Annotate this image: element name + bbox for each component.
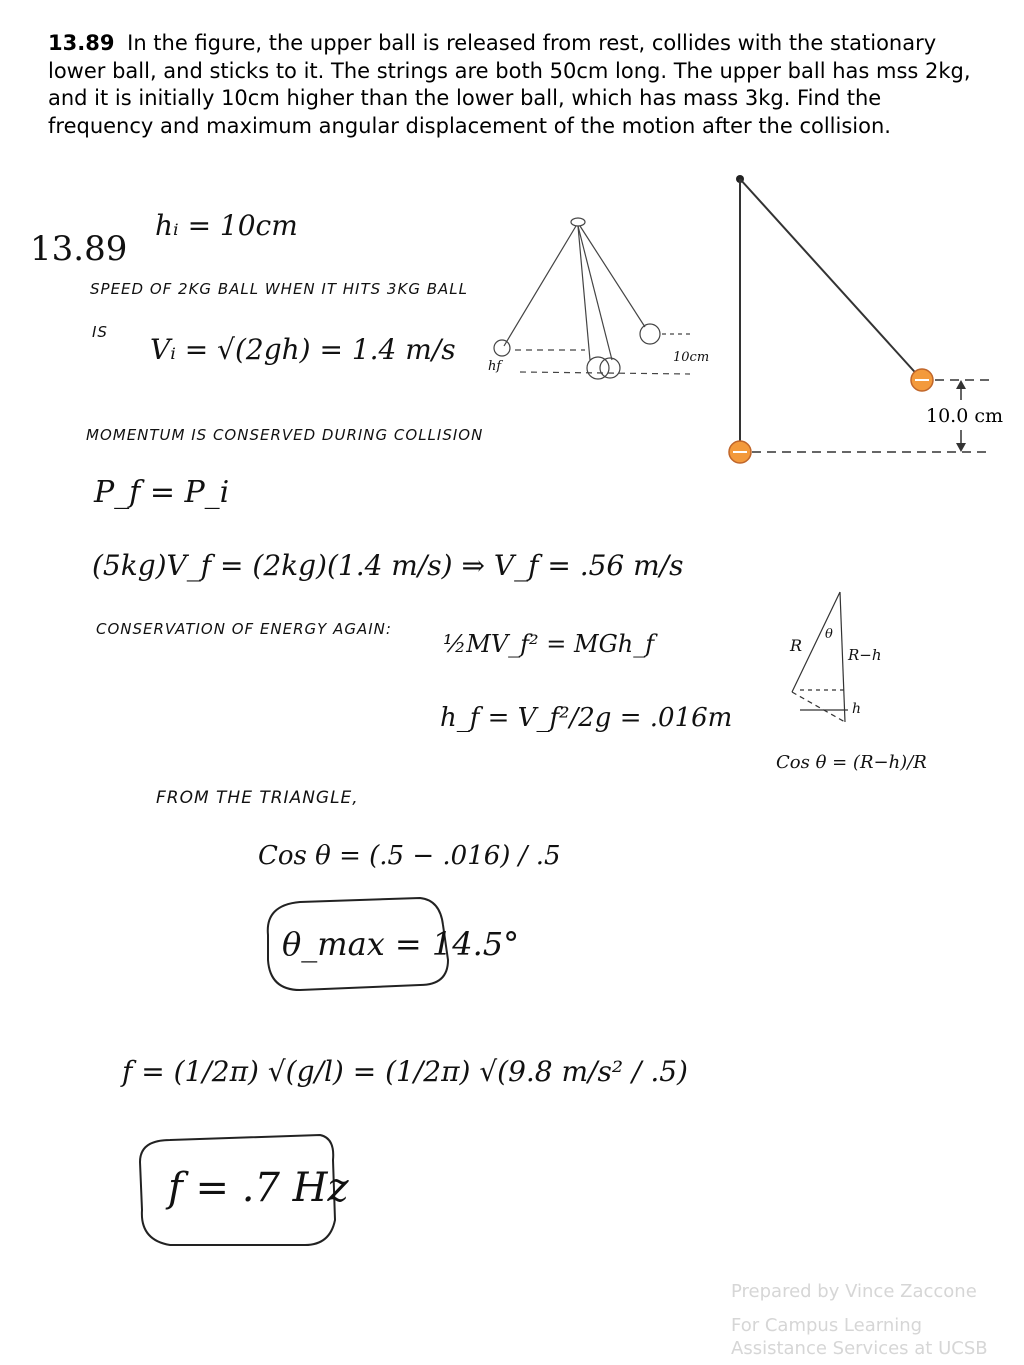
prepared-by: Prepared by Vince Zaccone <box>731 1281 977 1302</box>
sketch-height-label: 10cm <box>673 350 710 365</box>
vi-equation: Vᵢ = √(2gh) = 1.4 m/s <box>150 333 456 366</box>
sketch-swung-ball <box>494 340 510 356</box>
triangle-theta-label: θ <box>825 627 833 642</box>
triangle-sketch <box>792 592 848 722</box>
sketch-lower-ball-1 <box>587 357 609 379</box>
solution-problem-number: 13.89 <box>30 229 128 269</box>
energy-statement: CONSERVATION OF ENERGY AGAIN: <box>96 620 392 638</box>
hf-equation: h_f = V_f²/2g = .016m <box>440 703 733 733</box>
sketch-upper-ball <box>640 324 660 344</box>
sketch-lower-ball-2 <box>600 358 620 378</box>
sketch-pivot <box>571 218 585 226</box>
energy-equation: ½MV_f² = MGh_f <box>443 630 655 658</box>
speed-statement: SPEED OF 2KG BALL WHEN IT HITS 3KG BALL <box>90 280 468 298</box>
figure-height-label: 10.0 cm <box>926 405 1004 427</box>
theta-max-result: θ_max = 14.5° <box>282 925 520 963</box>
hand-sketch <box>494 218 690 379</box>
is-word: IS <box>92 323 108 341</box>
frequency-result: f = .7 Hz <box>168 1165 349 1211</box>
momentum-statement: MOMENTUM IS CONSERVED DURING COLLISION <box>86 426 484 444</box>
dim-arrow-up <box>956 380 966 389</box>
cos-equation: Cos θ = (.5 − .016) / .5 <box>258 841 561 871</box>
problem-text: In the figure, the upper ball is released from rest, collides with the stationary lower ball, and sticks to it. The strings are both 50cm long. The upper ball has mss 2kg, and it is initially 10cm higher than the lower ball, which has mass 3kg. Find the frequency and maximum angular displacement of the motion after the collision. <box>48 31 971 138</box>
upper-string <box>740 179 922 380</box>
problem-number: 13.89 <box>48 31 115 55</box>
sketch-hf-label: hf <box>488 359 502 374</box>
for-line-1: For Campus Learning <box>731 1315 923 1336</box>
frequency-equation: f = (1/2π) √(g/l) = (1/2π) √(9.8 m/s² / .5) <box>122 1055 688 1088</box>
triangle-h-label: h <box>852 701 862 717</box>
triangle-statement: FROM THE TRIANGLE, <box>156 788 359 808</box>
final-velocity-equation: (5kg)V_f = (2kg)(1.4 m/s) ⇒ V_f = .56 m/s <box>92 549 684 582</box>
for-line-2: Assistance Services at UCSB <box>731 1338 988 1359</box>
triangle-cos-equation: Cos θ = (R−h)/R <box>776 752 927 773</box>
hi-equation: hᵢ = 10cm <box>155 209 298 242</box>
triangle-R-label: R <box>790 636 803 655</box>
momentum-equation: P_f = P_i <box>94 475 230 510</box>
triangle-R-h-label: R−h <box>848 646 882 664</box>
dim-arrow-down <box>956 443 966 452</box>
